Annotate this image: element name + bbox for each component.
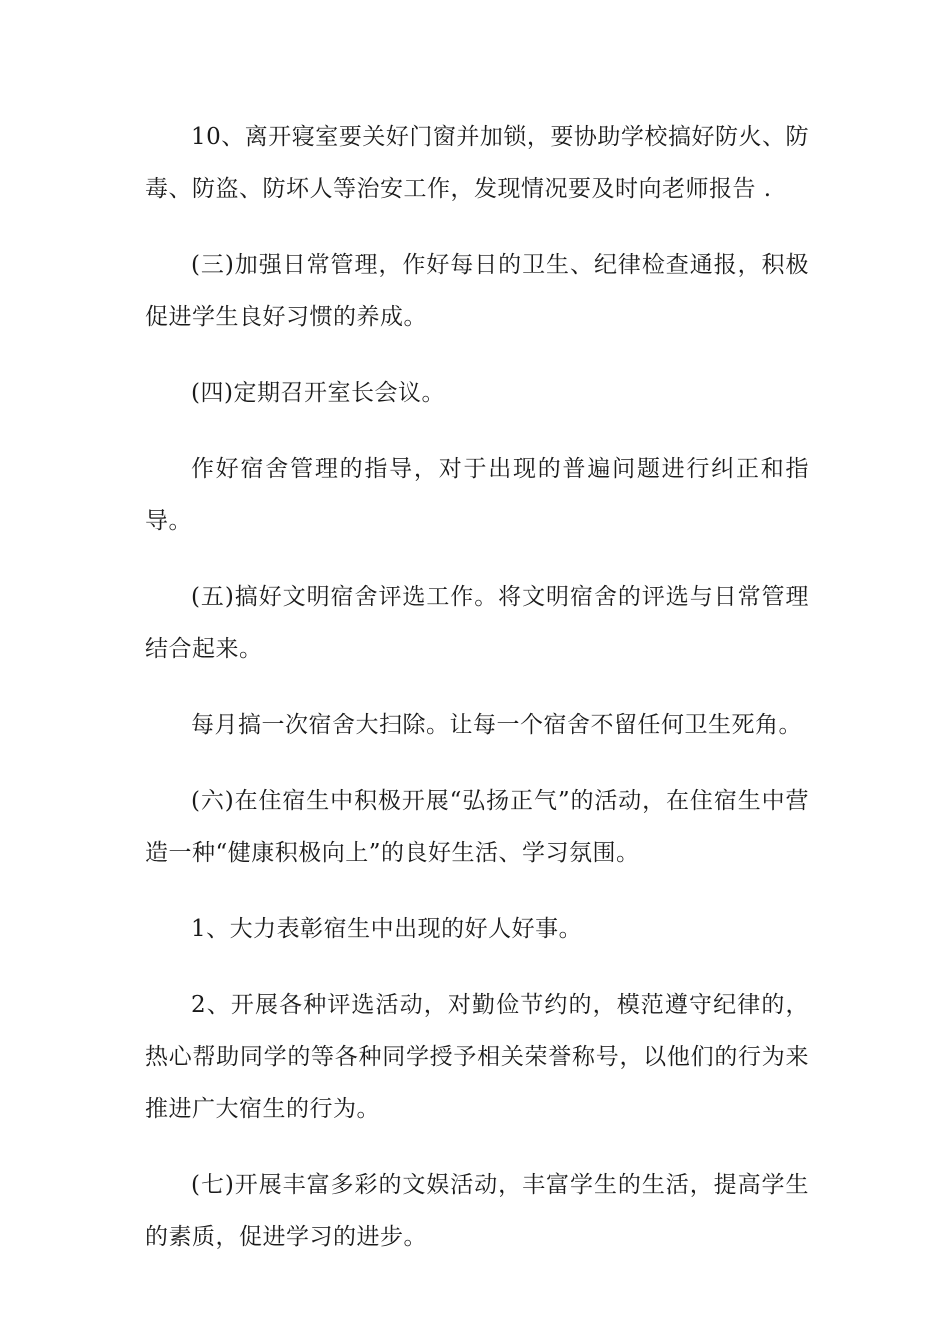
document-body	[145, 111, 809, 1287]
paragraph-monthly-cleaning: 每月搞一次宿舍大扫除。让每一个宿舍不留任何卫生死角。	[191, 712, 802, 738]
paragraph-item-10-lock-dorm: 10、离开寝室要关好门窗并加锁，要协助学校搞好防火、防毒、防盗、防坏人等治安工作，发现情况要及时向老师报告 .	[145, 124, 809, 202]
paragraph-section-4-room-leader-meeting: (四)定期召开室长会议。	[191, 380, 445, 406]
paragraph-section-3-daily-management: (三)加强日常管理，作好每日的卫生、纪律检查通报，积极促进学生良好习惯的养成。	[145, 252, 809, 330]
paragraph-item-1-commend: 1、大力表彰宿生中出现的好人好事。	[191, 916, 583, 942]
paragraph-item-2-selection-activities: 2、开展各种评选活动，对勤俭节约的，模范遵守纪律的，热心帮助同学的等各种同学授予相关荣誉称号，以他们的行为来推进广大宿生的行为。	[145, 992, 809, 1122]
paragraph-section-5-civilized-dorm: (五)搞好文明宿舍评选工作。将文明宿舍的评选与日常管理结合起来。	[145, 584, 809, 662]
paragraph-section-6-righteousness: (六)在住宿生中积极开展“弘扬正气”的活动，在住宿生中营造一种“健康积极向上”的良好生活、学习氛围。	[145, 788, 809, 866]
paragraph-dorm-guidance: 作好宿舍管理的指导，对于出现的普遍问题进行纠正和指导。	[145, 456, 809, 534]
paragraph-section-7-recreation: (七)开展丰富多彩的文娱活动，丰富学生的生活，提高学生的素质，促进学习的进步。	[145, 1172, 809, 1250]
